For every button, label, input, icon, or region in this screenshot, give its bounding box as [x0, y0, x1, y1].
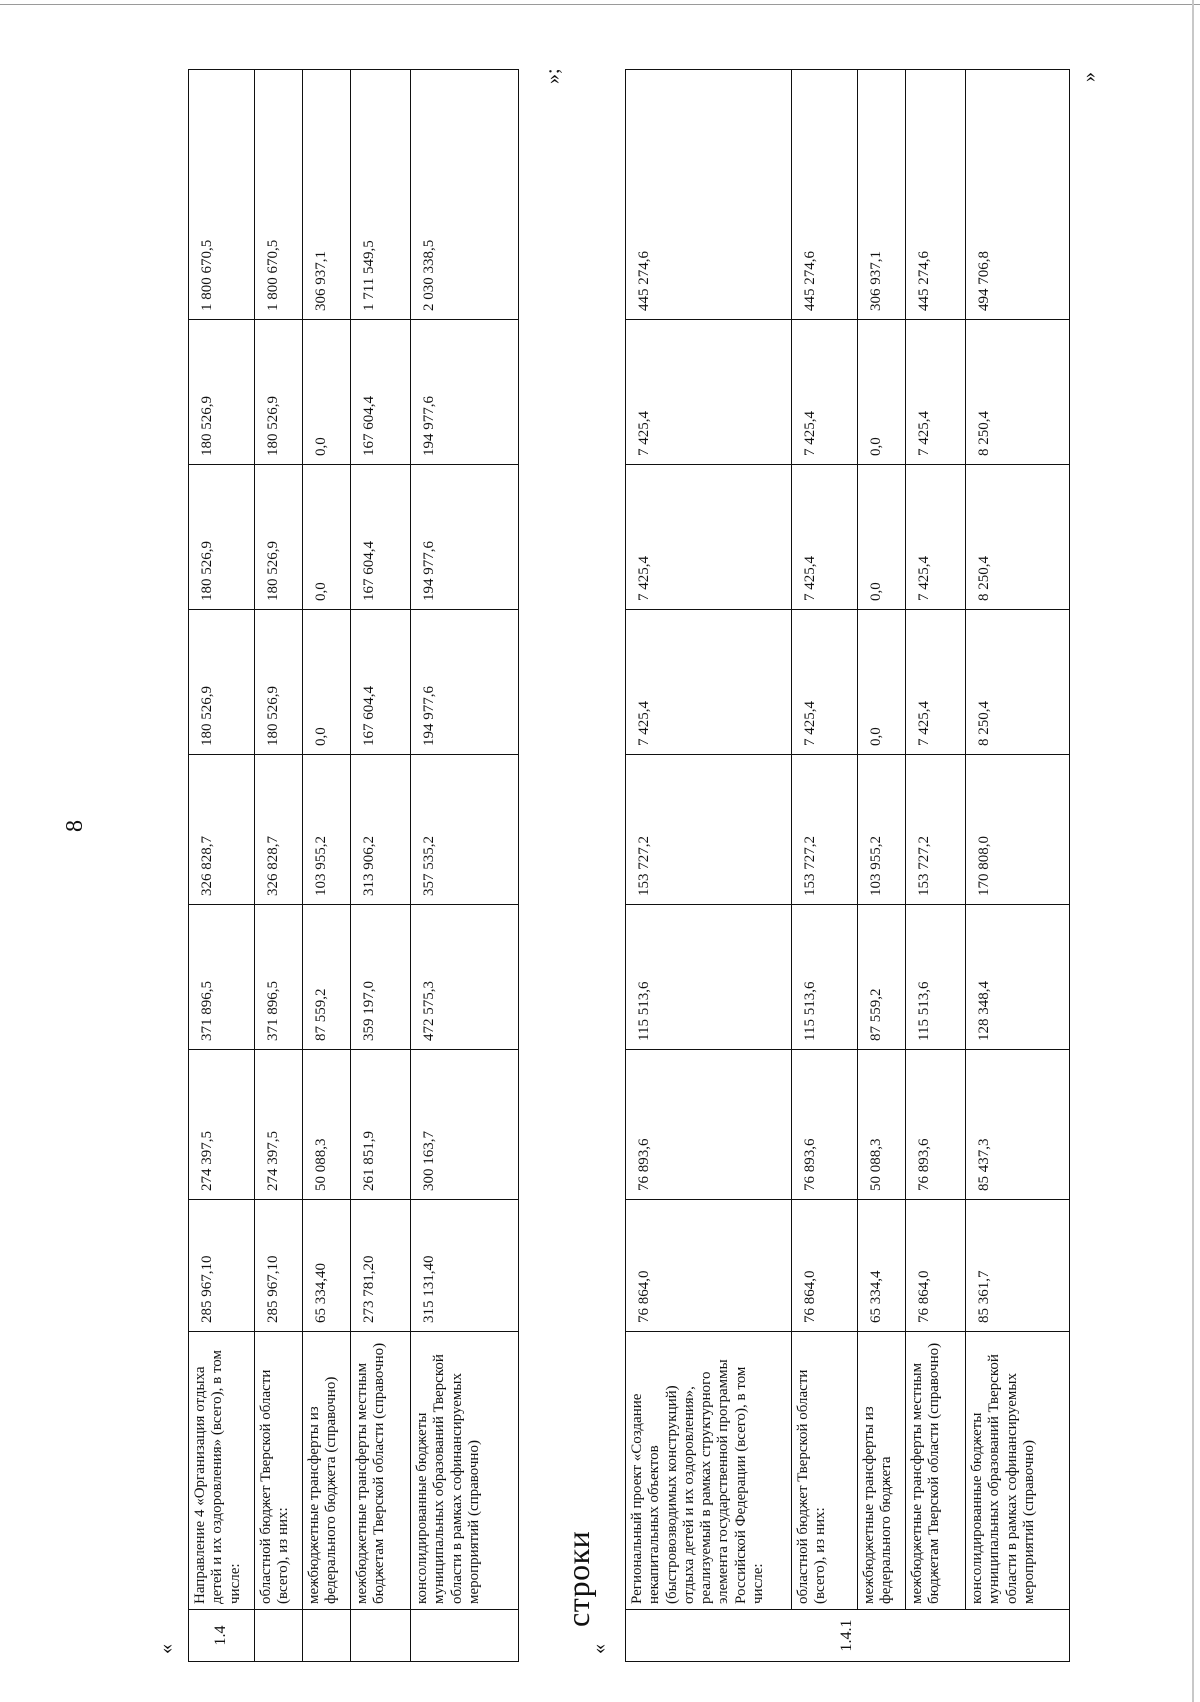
value-cell: 7 425,4	[906, 320, 966, 465]
value-cell: 87 559,2	[303, 905, 351, 1050]
value-cell: 167 604,4	[351, 465, 411, 610]
value-cell: 194 977,6	[411, 320, 519, 465]
row-code: 1.4	[189, 1610, 255, 1662]
value-cell: 7 425,4	[792, 465, 858, 610]
value-cell: 7 425,4	[906, 465, 966, 610]
table-row	[906, 70, 966, 1662]
value-cell: 0,0	[858, 465, 906, 610]
value-cell: 180 526,9	[189, 320, 255, 465]
value-cell: 180 526,9	[255, 610, 303, 755]
end-mark-table2: »	[1078, 72, 1100, 82]
row-code	[303, 1610, 351, 1662]
value-cell: 0,0	[858, 320, 906, 465]
table-row	[351, 70, 411, 1662]
value-cell: 7 425,4	[626, 610, 792, 755]
value-cell: 274 397,5	[189, 1050, 255, 1200]
value-cell: 128 348,4	[966, 905, 1070, 1050]
value-cell: 445 274,6	[792, 70, 858, 320]
row-name: консолидированные бюджеты муниципальных образований Тверской области в рамках софинансируемых мероприятий (справочно)	[966, 1332, 1070, 1610]
value-cell: 371 896,5	[255, 905, 303, 1050]
value-cell: 285 967,10	[189, 1200, 255, 1332]
value-cell: 285 967,10	[255, 1200, 303, 1332]
value-cell: 76 864,0	[626, 1200, 792, 1332]
value-cell: 1 711 549,5	[351, 70, 411, 320]
value-cell: 359 197,0	[351, 905, 411, 1050]
value-cell: 300 163,7	[411, 1050, 519, 1200]
value-cell: 371 896,5	[189, 905, 255, 1050]
value-cell: 167 604,4	[351, 610, 411, 755]
value-cell: 2 030 338,5	[411, 70, 519, 320]
value-cell: 1 800 670,5	[189, 70, 255, 320]
end-mark-table1: »;	[542, 68, 564, 84]
value-cell: 7 425,4	[626, 465, 792, 610]
value-cell: 180 526,9	[255, 465, 303, 610]
value-cell: 0,0	[858, 610, 906, 755]
value-cell: 76 864,0	[906, 1200, 966, 1332]
value-cell: 153 727,2	[792, 755, 858, 905]
open-quote-table1: «	[155, 1644, 177, 1654]
value-cell: 153 727,2	[626, 755, 792, 905]
page-number: 8	[62, 820, 88, 832]
value-cell: 103 955,2	[858, 755, 906, 905]
value-cell: 115 513,6	[792, 905, 858, 1050]
row-name: Региональный проект «Создание некапитальных объектов (быстровозводимых конструкций) отдыха детей и их оздоровления», реализуемый в рамках структурного элемента государственной программы Российской Федерации (всего), в том числе:	[626, 1332, 792, 1610]
value-cell: 472 575,3	[411, 905, 519, 1050]
row-name: межбюджетные трансферты из федерального бюджета (справочно)	[303, 1332, 351, 1610]
value-cell: 115 513,6	[626, 905, 792, 1050]
value-cell: 87 559,2	[858, 905, 906, 1050]
value-cell: 445 274,6	[906, 70, 966, 320]
value-cell: 167 604,4	[351, 320, 411, 465]
value-cell: 8 250,4	[966, 465, 1070, 610]
section-word-stroki: строки	[560, 1530, 596, 1627]
value-cell: 85 361,7	[966, 1200, 1070, 1332]
value-cell: 76 864,0	[792, 1200, 858, 1332]
table-row	[626, 70, 792, 1662]
value-cell: 65 334,4	[858, 1200, 906, 1332]
table-row	[792, 70, 858, 1662]
row-name: Направление 4 «Организация отдыха детей и их оздоровления» (всего), в том числе:	[189, 1332, 255, 1610]
value-cell: 180 526,9	[189, 465, 255, 610]
value-cell: 8 250,4	[966, 320, 1070, 465]
value-cell: 7 425,4	[792, 320, 858, 465]
value-cell: 50 088,3	[303, 1050, 351, 1200]
value-cell: 313 906,2	[351, 755, 411, 905]
row-name: межбюджетные трансферты местным бюджетам Тверской области (справочно)	[351, 1332, 411, 1610]
value-cell: 103 955,2	[303, 755, 351, 905]
value-cell: 0,0	[303, 465, 351, 610]
value-cell: 445 274,6	[626, 70, 792, 320]
value-cell: 153 727,2	[906, 755, 966, 905]
budget-table-regional-project	[625, 69, 1070, 1662]
value-cell: 65 334,40	[303, 1200, 351, 1332]
value-cell: 357 535,2	[411, 755, 519, 905]
table-row	[303, 70, 351, 1662]
value-cell: 315 131,40	[411, 1200, 519, 1332]
row-code	[411, 1610, 519, 1662]
table-row	[966, 70, 1070, 1662]
value-cell: 115 513,6	[906, 905, 966, 1050]
value-cell: 170 808,0	[966, 755, 1070, 905]
value-cell: 194 977,6	[411, 465, 519, 610]
value-cell: 494 706,8	[966, 70, 1070, 320]
table-row	[189, 70, 255, 1662]
budget-table-direction-4	[188, 69, 519, 1662]
row-code	[351, 1610, 411, 1662]
row-name: межбюджетные трансферты местным бюджетам Тверской области (справочно)	[906, 1332, 966, 1610]
value-cell: 50 088,3	[858, 1050, 906, 1200]
row-name: областной бюджет Тверской области (всего), из них:	[792, 1332, 858, 1610]
value-cell: 7 425,4	[906, 610, 966, 755]
value-cell: 326 828,7	[255, 755, 303, 905]
value-cell: 76 893,6	[906, 1050, 966, 1200]
value-cell: 261 851,9	[351, 1050, 411, 1200]
value-cell: 0,0	[303, 320, 351, 465]
table-row	[255, 70, 303, 1662]
value-cell: 273 781,20	[351, 1200, 411, 1332]
value-cell: 326 828,7	[189, 755, 255, 905]
value-cell: 306 937,1	[303, 70, 351, 320]
row-name: консолидированные бюджеты муниципальных образований Тверской области в рамках софинансируемых мероприятий (справочно)	[411, 1332, 519, 1610]
value-cell: 76 893,6	[792, 1050, 858, 1200]
value-cell: 8 250,4	[966, 610, 1070, 755]
value-cell: 306 937,1	[858, 70, 906, 320]
value-cell: 85 437,3	[966, 1050, 1070, 1200]
row-code: 1.4.1	[626, 1610, 1070, 1662]
table-row	[411, 70, 519, 1662]
value-cell: 76 893,6	[626, 1050, 792, 1200]
value-cell: 194 977,6	[411, 610, 519, 755]
value-cell: 180 526,9	[255, 320, 303, 465]
row-name: областной бюджет Тверской области (всего), из них:	[255, 1332, 303, 1610]
value-cell: 1 800 670,5	[255, 70, 303, 320]
value-cell: 0,0	[303, 610, 351, 755]
value-cell: 180 526,9	[189, 610, 255, 755]
table-row	[858, 70, 906, 1662]
row-name: межбюджетные трансферты из федерального бюджета	[858, 1332, 906, 1610]
value-cell: 274 397,5	[255, 1050, 303, 1200]
open-quote-table2: «	[588, 1644, 610, 1654]
value-cell: 7 425,4	[792, 610, 858, 755]
value-cell: 7 425,4	[626, 320, 792, 465]
row-code	[255, 1610, 303, 1662]
